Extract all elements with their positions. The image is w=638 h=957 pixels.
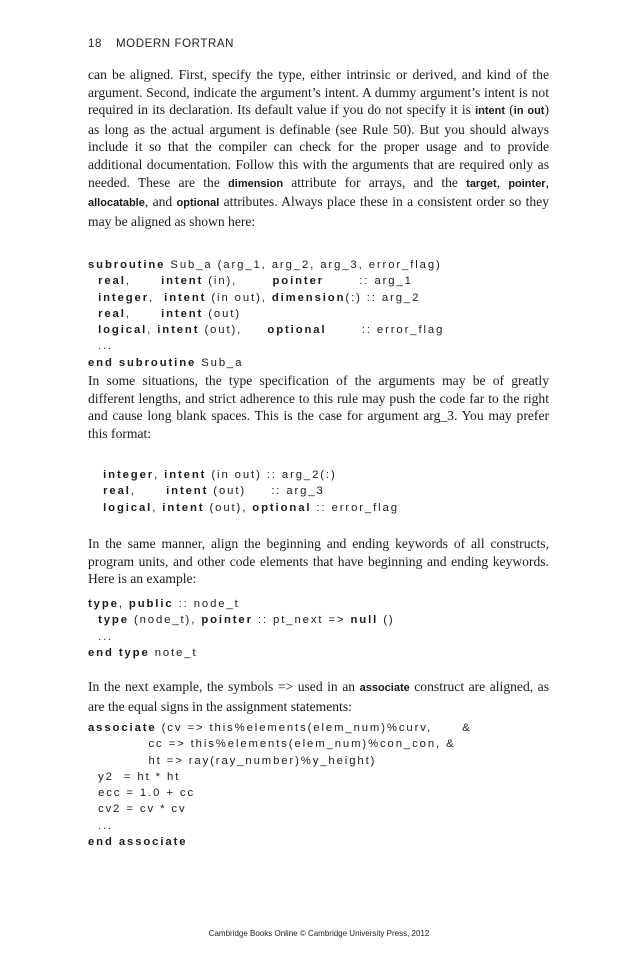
code-block-subroutine: [88, 257, 444, 371]
paragraph-1: can be aligned. First, specify the type, either intrinsic or derived, and kind of the argument. Second, indicate the argument’s intent. A dummy argument’s intent is not required in its declaration. Its default value if you do not specify it is intent (in out) as long as the actual argument is definable (see Rule 50). But you should always include it so that the compiler can check for the proper usage and to provide additional documentation. Follow this with the arguments that are required only as needed. These are the dimension attribute for arrays, and the target, pointer, allocatable, and optional attributes. Always place these in a consistent order so they may be aligned as shown here:: [88, 67, 549, 229]
keyword-optional: optional: [176, 197, 220, 210]
code-line: real, intent (out) :: arg_3: [88, 485, 325, 498]
code-line: ecc = 1.0 + cc: [88, 787, 196, 800]
code-line: type (node_t), pointer :: pt_next => null (): [88, 614, 395, 627]
code-line: y2 = ht * ht: [88, 770, 181, 783]
page-number: 18: [88, 38, 102, 50]
code-line: ...: [88, 630, 114, 643]
running-title: MODERN FORTRAN: [116, 38, 235, 50]
code-line: integer, intent (in out) :: arg_2(:): [88, 469, 337, 481]
paragraph-3: In the same manner, align the beginning and ending keywords of all constructs, program units, and other code elements that have beginning and ending keywords. Here is an example:: [88, 536, 549, 587]
code-line: real, intent (out): [88, 307, 241, 320]
code-line: associate (cv => this%elements(elem_num)%curv, &: [88, 722, 472, 734]
code-block-type: [88, 596, 395, 661]
copyright-footer: Cambridge Books Online © Cambridge University Press, 2012: [208, 929, 430, 938]
keyword-dimension: dimension: [228, 177, 284, 190]
code-line: cc => this%elements(elem_num)%con_con, &: [88, 738, 456, 751]
keyword-target: target: [466, 177, 497, 190]
keyword-pointer: pointer: [508, 177, 546, 190]
code-line: integer, intent (in out), dimension(:) :: arg_2: [88, 291, 421, 304]
paragraph-2: In some situations, the type specification of the arguments may be of greatly different lengths, and strict adherence to this rule may push the code far to the right and cause long blank spaces. This is the case for argument arg_3. You may prefer this format:: [88, 373, 549, 441]
code-line: logical, intent (out), optional :: error_flag: [88, 324, 445, 337]
paragraph-4: In the next example, the symbols => used in an associate construct are aligned, as are the equal signs in the assignment statements:: [88, 679, 549, 714]
code-line: ht => ray(ray_number)%y_height): [88, 754, 377, 767]
code-line: logical, intent (out), optional :: error_flag: [88, 501, 399, 514]
keyword-intent: intent: [475, 105, 506, 118]
code-line: end subroutine Sub_a: [88, 356, 244, 369]
code-line: end type note_t: [88, 646, 198, 659]
keyword-in-out: in out: [513, 105, 545, 118]
keyword-associate: associate: [359, 682, 410, 694]
code-line: ...: [88, 340, 114, 353]
code-block-associate: [88, 720, 472, 850]
code-line: type, public :: node_t: [88, 598, 240, 610]
code-line: real, intent (in), pointer :: arg_1: [88, 275, 413, 288]
code-line: subroutine Sub_a (arg_1, arg_2, arg_3, error_flag): [88, 259, 442, 271]
running-header: [88, 38, 234, 50]
keyword-allocatable: allocatable: [88, 197, 145, 210]
code-block-alternate-format: [88, 467, 399, 516]
code-line: cv2 = cv * cv: [88, 803, 187, 816]
code-line: end associate: [88, 836, 188, 849]
code-line: ...: [88, 819, 114, 832]
